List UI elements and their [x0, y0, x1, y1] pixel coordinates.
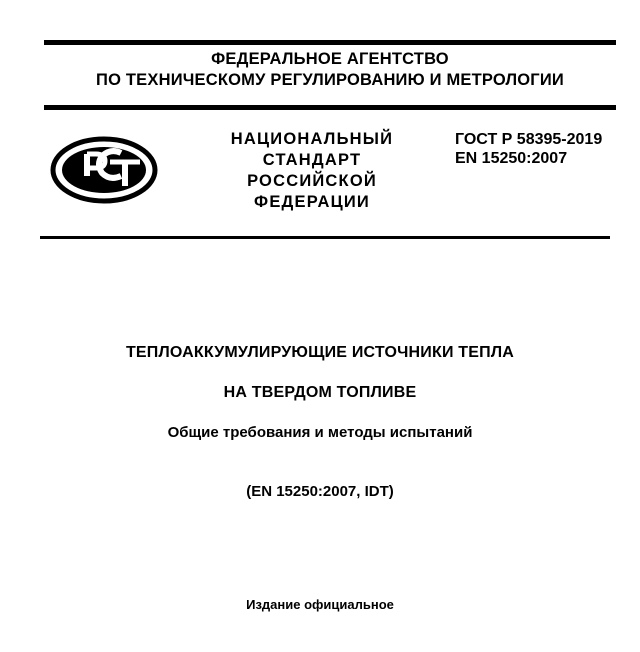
standard-type-line-2: СТАНДАРТ	[262, 151, 362, 169]
en-code: EN 15250:2007	[455, 150, 568, 167]
equivalence-note: (EN 15250:2007, IDT)	[246, 483, 394, 500]
standard-type-line-3: РОССИЙСКОЙ	[247, 172, 377, 190]
agency-line-2: ПО ТЕХНИЧЕСКОМУ РЕГУЛИРОВАНИЮ И МЕТРОЛОГИИ	[96, 71, 564, 89]
document-title-line-1: ТЕПЛОАККУМУЛИРУЮЩИЕ ИСТОЧНИКИ ТЕПЛА	[125, 344, 515, 361]
agency-header	[44, 49, 616, 91]
rst-mark-icon	[50, 136, 158, 204]
bottom-rule	[40, 236, 610, 239]
edition-note: Издание официальное	[246, 597, 394, 612]
agency-line-1: ФЕДЕРАЛЬНОЕ АГЕНТСТВО	[211, 50, 449, 68]
standard-type-line-1: НАЦИОНАЛЬНЫЙ	[230, 130, 394, 148]
national-standard-label	[204, 129, 420, 213]
standard-type-line-4: ФЕДЕРАЦИИ	[254, 193, 370, 211]
gost-code: ГОСТ Р 58395-2019	[455, 131, 603, 148]
standard-codes	[455, 130, 630, 168]
document-subtitle: Общие требования и методы испытаний	[167, 424, 473, 441]
rst-mark-svg	[50, 136, 158, 204]
top-rule	[44, 40, 616, 45]
document-title-line-2: НА ТВЕРДОМ ТОПЛИВЕ	[223, 384, 417, 401]
header-rule	[44, 105, 616, 110]
